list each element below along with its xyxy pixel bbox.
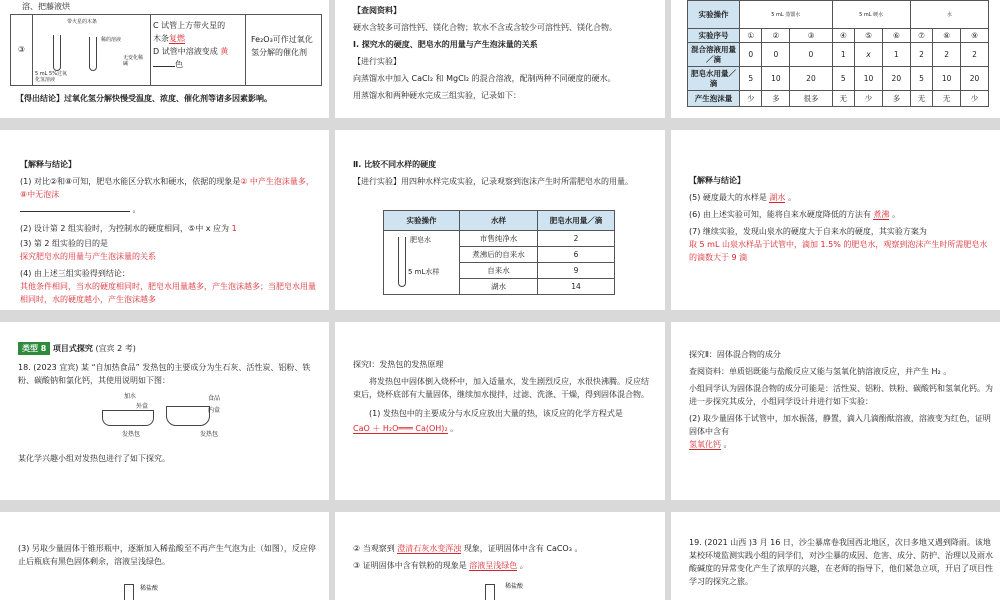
- question-5: (5) 硬度最大的水样是: [689, 193, 767, 202]
- text-line: 向蒸馏水中加入 CaCl₂ 和 MgCl₂ 的混合溶液，配制两种不同硬度的硬水。: [353, 74, 616, 83]
- text-line: 【进行实验】用四种水样完成实验，记录观察到泡沫产生时所需肥皂水的用量。: [353, 177, 633, 186]
- cell: 少: [740, 91, 762, 107]
- slide-12: [671, 512, 1000, 600]
- section-title: 探究Ⅰ：发热包的发热原理: [353, 360, 444, 369]
- test-tube-c: [53, 35, 61, 71]
- slide-8: [335, 322, 665, 500]
- header-mix: 混合溶液用量／滴: [688, 43, 740, 67]
- blank-1: [20, 211, 130, 212]
- cell: ④: [832, 29, 854, 43]
- slide-11: [335, 512, 665, 600]
- tag-title: 项目式探究: [52, 344, 93, 353]
- cell: 0: [762, 43, 790, 67]
- cell: ①: [740, 29, 762, 43]
- slide-1: [0, 0, 329, 118]
- divider: [245, 15, 246, 85]
- slide-8-body: 探究Ⅰ：发热包的发热原理 将发热包中固体倒入烧杯中，加入适量水，发生剧烈反应，水很快沸腾。反应结束后，烧杯底部有大量固体，继续加水搅拌，过滤、洗涤、干燥，得到固体混合物。 (1) 发热包中的主要成分与水反应放出大量的热，该反应的化学方程式是 CaO ＋ H₂O═══ Ca(OH)₂ 。: [353, 358, 655, 435]
- header-op: 实验操作: [384, 211, 460, 231]
- question-a-tail: 现象，证明固体中含有 CaCO₃ 。: [463, 544, 583, 553]
- data-table-1: [687, 0, 989, 107]
- cell: 2: [910, 43, 932, 67]
- cell: 5: [832, 67, 854, 91]
- section-title: 【解释与结论】: [689, 176, 745, 185]
- slide-7: [0, 322, 329, 500]
- answer-b: 溶液呈浅绿色: [469, 561, 518, 570]
- slide-2: [335, 0, 665, 118]
- slide-4-body: 【解释与结论】 (1) 对比②和⑧可知，肥皂水能区分软水和硬水，依据的现象是② 中产生泡沫量多，⑧中无泡沫 。 (2) 设计第 2 组实验时，为控制水的硬度相同，⑤中 x 应为 1 (3) 第 2 组实验的目的是 探究肥皂水的用量与产生泡沫量的关系 (4) 由上述三组实验得到结论： 其他条件相同，当水的硬度相同时，肥皂水用量越多，产生泡沫越多；当肥皂水用量相同时，水的硬度越小，产生泡沫越多: [20, 158, 320, 306]
- op-diagram: [384, 231, 460, 295]
- blank-d: [153, 66, 175, 67]
- text-line: Ⅰ. 探究水的硬度、肥皂水的用量与产生泡沫量的关系: [353, 40, 538, 49]
- cell-amount: 6: [538, 247, 615, 263]
- answer-7: 取 5 mL 山泉水样品于试管中，滴加 1.5% 的肥皂水，观察到泡沫产生时所需肥皂水的滴数大于 9 滴: [689, 240, 988, 262]
- phenomenon-d: D 试管中溶液变成: [153, 47, 218, 56]
- op-image-1: [740, 1, 833, 29]
- slide-9-body: 探究Ⅱ：固体混合物的成分 查阅资料：单质铝既能与盐酸反应又能与氢氧化钠溶液反应，并产生 H₂ 。 小组同学认为固体混合物的成分可能是：活性炭、铝粉、铁粉、碳酸钙和氢氧化钙。为进一步探究其成分，小组同学设计并进行如下实验： (2) 取少量固体于试管中，加水振荡，静置，滴入几滴酚酞溶液，溶液变为红色，证明固体中含有 氢氧化钙 。: [689, 350, 993, 449]
- answer-4: 其他条件相同，当水的硬度相同时，肥皂水用量越多，产生泡沫越多；当肥皂水用量相同时，水的硬度越小，产生泡沫越多: [20, 282, 316, 304]
- cell: 无: [910, 91, 932, 107]
- img-label: 稀盐酸: [505, 583, 524, 590]
- img-label: 外盒: [136, 403, 149, 410]
- fe-line-2: 氢分解的催化剂: [251, 48, 307, 57]
- funnel-diagram: [124, 584, 134, 600]
- img-label: 内盒: [208, 407, 221, 414]
- inner-box: [166, 406, 210, 426]
- text-line: 用蒸馏水和两种硬水完成三组实验，记录如下：: [353, 91, 521, 100]
- cell: ⑦: [910, 29, 932, 43]
- header-soap: 肥皂水用量／滴: [688, 67, 740, 91]
- answer-c: 复燃: [169, 34, 185, 43]
- slide-6: [671, 130, 1000, 310]
- img-label: 水: [946, 11, 952, 18]
- cell: 5: [740, 67, 762, 91]
- tube-diagram: [33, 15, 151, 85]
- cell-amount: 2: [538, 231, 615, 247]
- cell: x: [855, 43, 883, 67]
- header-amount: 肥皂水用量／滴: [538, 211, 615, 231]
- cell: 0: [740, 43, 762, 67]
- answer-3: 探究肥皂水的用量与产生泡沫量的关系: [20, 252, 156, 261]
- cell-amount: 14: [538, 279, 615, 295]
- text-line: 硬水含较多可溶性钙、镁化合物；软水不含或含较少可溶性钙、镁化合物。: [353, 23, 617, 32]
- cell: ⑨: [961, 29, 989, 43]
- cell: 无: [832, 91, 854, 107]
- funnel-diagram: [485, 584, 495, 600]
- question-2: (2) 取少量固体于试管中，加水振荡，静置，滴入几滴酚酞溶液，溶液变为红色，证明固体中含有: [689, 414, 991, 436]
- question-3: (3) 另取少量固体于锥形瓶中，逐渐加入稀盐酸至不再产生气泡为止（如图），反应停止后瓶底有黑色固体剩余，溶液呈浅绿色。: [18, 544, 316, 566]
- cell-amount: 9: [538, 263, 615, 279]
- paragraph: 查阅资料：单质铝既能与盐酸反应又能与氢氧化钠溶液反应，并产生 H₂ 。: [689, 367, 952, 376]
- header-seq: 实验序号: [688, 29, 740, 43]
- answer-a: 澄清石灰水变浑浊: [397, 544, 462, 553]
- conclusion-text: 【得出结论】过氧化氢分解快慢受温度、浓度、催化剂等诸多因素影响。: [16, 94, 272, 103]
- slide-5: [335, 130, 665, 310]
- answer-2: 1: [231, 224, 237, 233]
- img-label: 食品: [208, 395, 221, 402]
- paragraph: 小组同学认为固体混合物的成分可能是：活性炭、铝粉、铁粉、碳酸钙和氢氧化钙。为进一步探究其成分，小组同学设计并进行如下实验：: [689, 384, 993, 406]
- answer-6: 煮沸: [873, 210, 890, 219]
- slide-4: [0, 130, 329, 310]
- img-label: 5 mL水样: [408, 268, 440, 276]
- water-sample-table: [383, 210, 615, 295]
- row-label: ③: [11, 15, 33, 85]
- cell: 2: [933, 43, 961, 67]
- cell: 10: [855, 67, 883, 91]
- text-line: 【进行实验】: [353, 57, 401, 66]
- cell: 无: [933, 91, 961, 107]
- section-title: Ⅱ. 比较不同水样的硬度: [353, 160, 437, 169]
- cell: ⑧: [933, 29, 961, 43]
- img-label: 稀盐酸: [140, 585, 159, 592]
- section-title: 【解释与结论】: [20, 160, 76, 169]
- cell: 5: [910, 67, 932, 91]
- conclusion-cell: [251, 33, 323, 59]
- heating-pack-diagram: [96, 390, 236, 440]
- cell-water: 煮沸后的自来水: [460, 247, 538, 263]
- phenomenon-c2: 木条: [153, 34, 169, 43]
- question-7: (7) 继续实验，发现山泉水的硬度大于自来水的硬度，其实验方案为: [689, 227, 927, 236]
- phenomenon-cell: [153, 19, 243, 71]
- cell: 多: [762, 91, 790, 107]
- cell: ⑤: [855, 29, 883, 43]
- section-title: 【查阅资料】: [353, 6, 401, 15]
- slide-9: [671, 322, 1000, 500]
- cell: 少: [855, 91, 883, 107]
- cell-water: 市售纯净水: [460, 231, 538, 247]
- question-18: 18. (2023 宜宾) 某 “自加热食品” 发热包的主要成分为生石灰、活性炭、铝粉、铁粉、碳酸钠和氯化钙，其使用说明如下图：: [18, 363, 311, 385]
- top-text: 溶、把藤液烘: [22, 2, 70, 11]
- img-label: 肥皂水: [410, 236, 431, 244]
- slide-11-body: ② 当观察到 澄清石灰水变浑浊 现象，证明固体中含有 CaCO₃ 。 ③ 证明固体中含有铁粉的现象是 溶液呈浅绿色 。: [353, 544, 583, 570]
- slide-6-body: 【解释与结论】 (5) 硬度最大的水样是 湖水 。 (6) 由上述实验可知，能将自来水硬度降低的方法有 煮沸 。 (7) 继续实验，发现山泉水的硬度大于自来水的硬度，其实验方案为 取 5 mL 山泉水样品于试管中，滴加 1.5% 的肥皂水，观察到泡沫产生时所需肥皂水的滴数大于 9 滴: [689, 174, 993, 264]
- diagram-label: 稀的溶液: [101, 37, 122, 43]
- diagram-label: 5 mL 5%过氧化氢溶液: [35, 71, 67, 83]
- paragraph: 将发热包中固体倒入烧杯中，加入适量水，发生剧烈反应，水很快沸腾。反应结束后，烧杯底部有大量固体，继续加水搅拌，过滤、洗涤、干燥，得到固体混合物。: [353, 377, 649, 399]
- question-b: ③ 证明固体中含有铁粉的现象是: [353, 561, 467, 570]
- cell: 1: [882, 43, 910, 67]
- slide-2-body: [353, 4, 653, 102]
- tag-num: 8: [40, 344, 47, 353]
- cell: 1: [832, 43, 854, 67]
- answer-1: ② 中产生泡沫量多，⑧中无泡沫: [20, 177, 314, 199]
- tag-note: (宜宾 2 考): [95, 344, 136, 353]
- img-label: 发热包: [200, 431, 219, 438]
- cell: 20: [790, 67, 832, 91]
- cell: ⑥: [882, 29, 910, 43]
- slide-10: [0, 512, 329, 600]
- answer-1: CaO ＋ H₂O═══ Ca(OH)₂: [353, 424, 448, 433]
- question-4: (4) 由上述三组实验得到结论：: [20, 269, 130, 278]
- diagram-label: 无变化稀碱: [123, 55, 144, 67]
- cell: 多: [882, 91, 910, 107]
- img-label: 5 mL 硬水: [859, 11, 884, 18]
- tag-label: 类型: [22, 344, 38, 353]
- cell: 少: [961, 91, 989, 107]
- slide-7-body: [18, 342, 320, 387]
- cell: 10: [762, 67, 790, 91]
- header-op: 实验操作: [688, 1, 740, 29]
- slide-5-body: [353, 158, 653, 188]
- header-water: 水样: [460, 211, 538, 231]
- cell: 2: [961, 43, 989, 67]
- cell: ②: [762, 29, 790, 43]
- op-image-2: [832, 1, 910, 29]
- question-2: (2) 设计第 2 组实验时，为控制水的硬度相同，⑤中 x 应为: [20, 224, 230, 233]
- question-1: (1) 发热包中的主要成分与水反应放出大量的热，该反应的化学方程式是: [369, 409, 623, 418]
- cell: 20: [961, 67, 989, 91]
- cell-water: 自来水: [460, 263, 538, 279]
- cell-water: 湖水: [460, 279, 538, 295]
- question-1: (1) 对比②和⑧可知，肥皂水能区分软水和硬水，依据的现象是: [20, 177, 241, 186]
- answer-2: 氢氧化钙: [689, 440, 721, 449]
- img-label: 5 mL 蒸馏水: [771, 11, 801, 18]
- diagram-label: 带火星的木条: [67, 19, 98, 25]
- cell: 10: [933, 67, 961, 91]
- fe-line-1: Fe₂O₃可作过氧化: [251, 35, 313, 44]
- cell: 20: [882, 67, 910, 91]
- test-tube: [398, 237, 406, 287]
- question-3: (3) 第 2 组实验的目的是: [20, 239, 109, 248]
- slide-3: [671, 0, 1000, 118]
- question-6: (6) 由上述实验可知，能将自来水硬度降低的方法有: [689, 210, 871, 219]
- type-tag: [18, 342, 50, 355]
- op-image-3: [910, 1, 988, 29]
- question-a: ② 当观察到: [353, 544, 395, 553]
- test-tube-d: [89, 37, 97, 71]
- answer-d: 黄: [220, 47, 229, 56]
- cell: ③: [790, 29, 832, 43]
- experiment-table-fragment: [10, 14, 322, 86]
- section-title: 探究Ⅱ：固体混合物的成分: [689, 350, 781, 359]
- phenomenon-c: C 试管上方带火星的: [153, 21, 226, 30]
- img-label: 加水: [124, 393, 137, 400]
- cell: 很多: [790, 91, 832, 107]
- answer-5: 湖水: [769, 193, 786, 202]
- cell: 0: [790, 43, 832, 67]
- paragraph: 19. (2021 山西 )3 月 16 日，沙尘暴席卷我国西北地区，次日多地又遇到降雨。该地某校环境监测实践小组的同学们，对沙尘暴的成因、危害、成分、防护、治理以及雨水酸碱度的异常变化产生了浓厚的兴趣，在老师的指导下，他们紧急立项，开启了项目性学习的探究之旅。: [689, 538, 993, 586]
- intro-tail: 某化学兴趣小组对发热包进行了如下探究。: [18, 454, 170, 463]
- phenomenon-d-tail: 色: [175, 60, 183, 69]
- img-label: 发热包: [122, 431, 141, 438]
- header-foam: 产生泡沫量: [688, 91, 740, 107]
